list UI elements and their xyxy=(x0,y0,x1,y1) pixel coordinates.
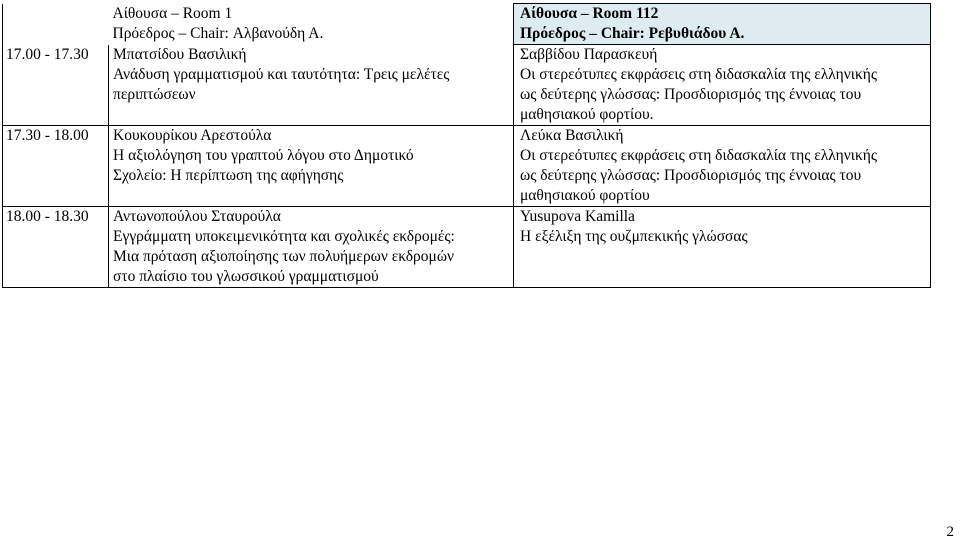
slot-row xyxy=(3,45,931,126)
talk-title-line: Η εξέλιξη της ουζμπεκικής γλώσσας xyxy=(520,228,748,245)
talk-title-line: Σχολείο: Η περίπτωση της αφήγησης xyxy=(113,167,344,184)
talk-title-line: Οι στερεότυπες εκφράσεις στη διδασκαλία της ελληνικής xyxy=(520,66,877,83)
header-row xyxy=(3,4,931,45)
room112-header xyxy=(514,4,931,45)
talk-title-line: στο πλαίσιο του γλωσσικού γραμματισμού xyxy=(113,268,379,285)
talk-author: Yusupova Kamilla xyxy=(520,208,635,225)
room1-header xyxy=(109,4,514,45)
talk-author: Λεύκα Βασιλική xyxy=(520,127,624,144)
talk-author: Κουκουρίκου Αρεστούλα xyxy=(113,127,272,144)
talk-title-line: Οι στερεότυπες εκφράσεις στη διδασκαλία της ελληνικής xyxy=(520,147,877,164)
talk-title-line: Ανάδυση γραμματισμού και ταυτότητα: Τρεις μελέτες xyxy=(113,65,450,83)
page-number: 2 xyxy=(946,524,954,540)
room1-talk xyxy=(109,126,514,207)
talk-author: Σαββίδου Παρασκευή xyxy=(520,46,658,63)
slot-time: 17.30 - 18.00 xyxy=(3,126,109,207)
time-header-empty xyxy=(3,4,109,45)
talk-title-line: μαθησιακού φορτίου. xyxy=(520,106,654,123)
slot-row xyxy=(3,207,931,288)
talk-title-line: ως δεύτερης γλώσσας: Προσδιορισμός της έννοιας του xyxy=(520,167,862,184)
room1-title: Αίθουσα – Room 1 xyxy=(112,4,233,22)
room112-chair: Πρόεδρος – Chair: Ρεβυθιάδου Α. xyxy=(520,25,745,42)
room112-title: Αίθουσα – Room 112 xyxy=(520,5,659,22)
talk-author: Μπατσίδου Βασιλική xyxy=(113,45,247,63)
talk-title-line: μαθησιακού φορτίου xyxy=(520,187,650,204)
talk-title-line: περιπτώσεων xyxy=(113,85,196,103)
slot-row xyxy=(3,126,931,207)
talk-title-line: ως δεύτερης γλώσσας: Προσδιορισμός της έννοιας του xyxy=(520,86,862,103)
slot-time: 17.00 - 17.30 xyxy=(3,45,109,126)
schedule-table xyxy=(2,3,931,288)
room112-talk xyxy=(514,207,931,288)
room112-talk xyxy=(514,45,931,126)
talk-title-line: Μια πρόταση αξιοποίησης των πολυήμερων εκδρομών xyxy=(113,248,455,265)
room112-talk xyxy=(514,126,931,207)
slot-time: 18.00 - 18.30 xyxy=(3,207,109,288)
room1-talk xyxy=(109,45,514,126)
talk-title-line: Εγγράμματη υποκειμενικότητα και σχολικές εκδρομές: xyxy=(113,228,455,245)
room1-talk xyxy=(109,207,514,288)
room1-chair: Πρόεδρος – Chair: Αλβανούδη Α. xyxy=(112,24,324,42)
talk-author: Αντωνοπούλου Σταυρούλα xyxy=(113,208,281,225)
talk-title-line: Η αξιολόγηση του γραπτού λόγου στο Δημοτικό xyxy=(113,147,414,164)
